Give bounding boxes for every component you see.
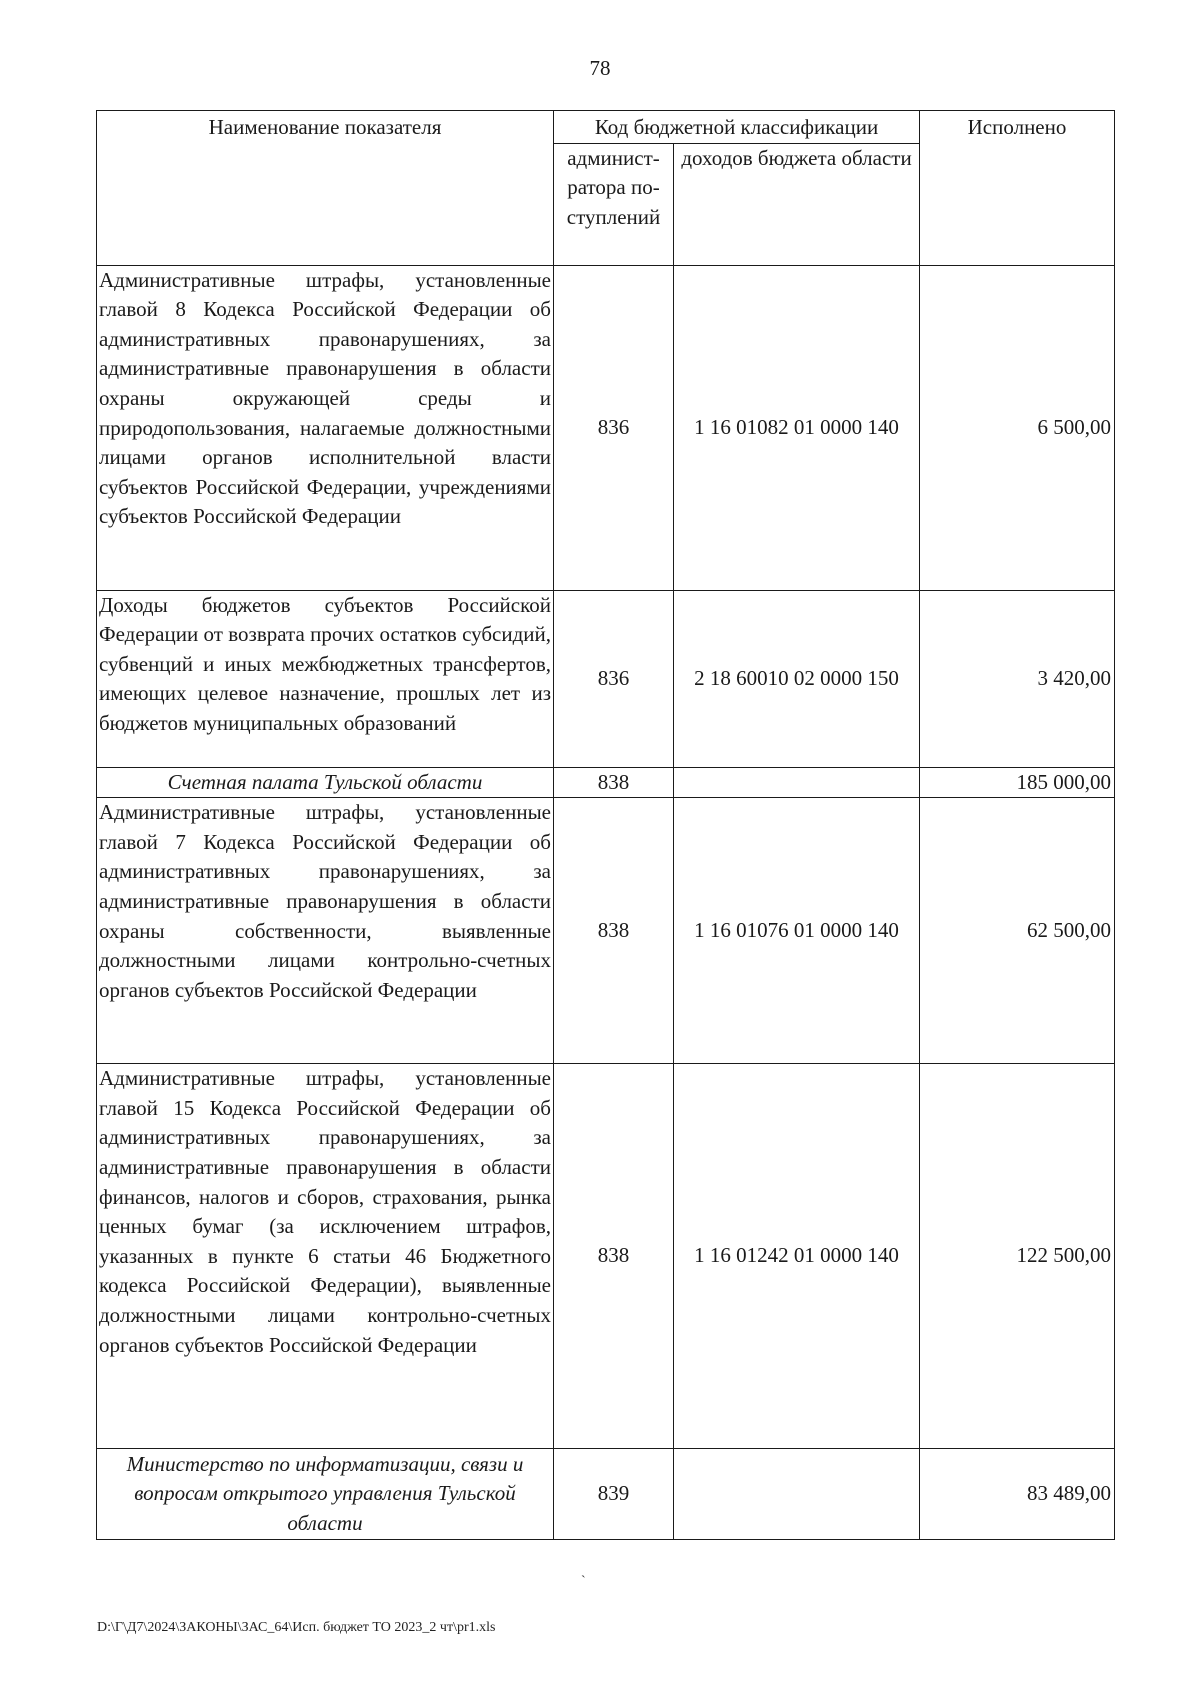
row-name: Доходы бюджетов субъектов Российской Федерации от возврата прочих остатков субсидий, субвенций и иных межбюджетных трансфертов, имеющих целевое назначение, прошлых лет из бюджетов муниципальных образований — [97, 590, 554, 767]
table-row — [97, 1064, 1115, 1449]
org-row — [97, 767, 1115, 798]
row-amount: 3 420,00 — [920, 590, 1115, 767]
row-admin-code: 838 — [554, 1064, 674, 1449]
header-row-1 — [97, 111, 1115, 144]
row-amount: 122 500,00 — [920, 1064, 1115, 1449]
row-admin-code: 836 — [554, 590, 674, 767]
page-number: 78 — [589, 56, 611, 80]
stray-mark: ` — [581, 1574, 586, 1589]
row-name: Административные штрафы, установленные главой 7 Кодекса Российской Федерации об административных правонарушениях, за административные правонарушения в области охраны собственности, выявленные должностными лицами контрольно-счетных органов субъектов Российской Федерации — [97, 798, 554, 1064]
table-row — [97, 798, 1115, 1064]
row-income-code: 2 18 60010 02 0000 150 — [674, 590, 920, 767]
header-income: доходов бюджета области — [674, 143, 920, 265]
row-amount: 6 500,00 — [920, 265, 1115, 590]
row-income-code: 1 16 01082 01 0000 140 — [674, 265, 920, 590]
row-amount: 83 489,00 — [920, 1449, 1115, 1540]
row-admin-code: 838 — [554, 767, 674, 798]
row-income-code — [674, 767, 920, 798]
header-executed: Исполнено — [920, 111, 1115, 266]
table-row — [97, 590, 1115, 767]
row-income-code — [674, 1449, 920, 1540]
table-row — [97, 265, 1115, 590]
header-code-group: Код бюджетной классификации — [554, 111, 920, 144]
row-admin-code: 836 — [554, 265, 674, 590]
org-row — [97, 1449, 1115, 1540]
file-path-footer: D:\Г\Д7\2024\ЗАКОНЫ\ЗАС_64\Исп. бюджет ТО 2023_2 чт\pr1.xls — [97, 1620, 496, 1635]
header-name: Наименование показателя — [97, 111, 554, 266]
org-name: Счетная палата Тульской области — [97, 767, 554, 798]
row-amount: 62 500,00 — [920, 798, 1115, 1064]
org-name: Министерство по информатизации, связи и вопросам открытого управления Тульской области — [97, 1449, 554, 1540]
budget-income-table — [96, 110, 1115, 1540]
row-name: Административные штрафы, установленные главой 15 Кодекса Российской Федерации об административных правонарушениях, за административные правонарушения в области финансов, налогов и сборов, страхования, рынка ценных бумаг (за исключением штрафов, указанных в пункте 6 статьи 46 Бюджетного кодекса Российской Федерации), выявленные должностными лицами контрольно-счетных органов субъектов Российской Федерации — [97, 1064, 554, 1449]
row-income-code: 1 16 01242 01 0000 140 — [674, 1064, 920, 1449]
row-income-code: 1 16 01076 01 0000 140 — [674, 798, 920, 1064]
row-name: Административные штрафы, установленные главой 8 Кодекса Российской Федерации об административных правонарушениях, за административные правонарушения в области охраны окружающей среды и природопользования, налагаемые должностными лицами органов исполнительной власти субъектов Российской Федерации, учреждениями субъектов Российской Федерации — [97, 265, 554, 590]
header-admin: админист-ратора по-ступлений — [554, 143, 674, 265]
row-amount: 185 000,00 — [920, 767, 1115, 798]
row-admin-code: 839 — [554, 1449, 674, 1540]
row-admin-code: 838 — [554, 798, 674, 1064]
